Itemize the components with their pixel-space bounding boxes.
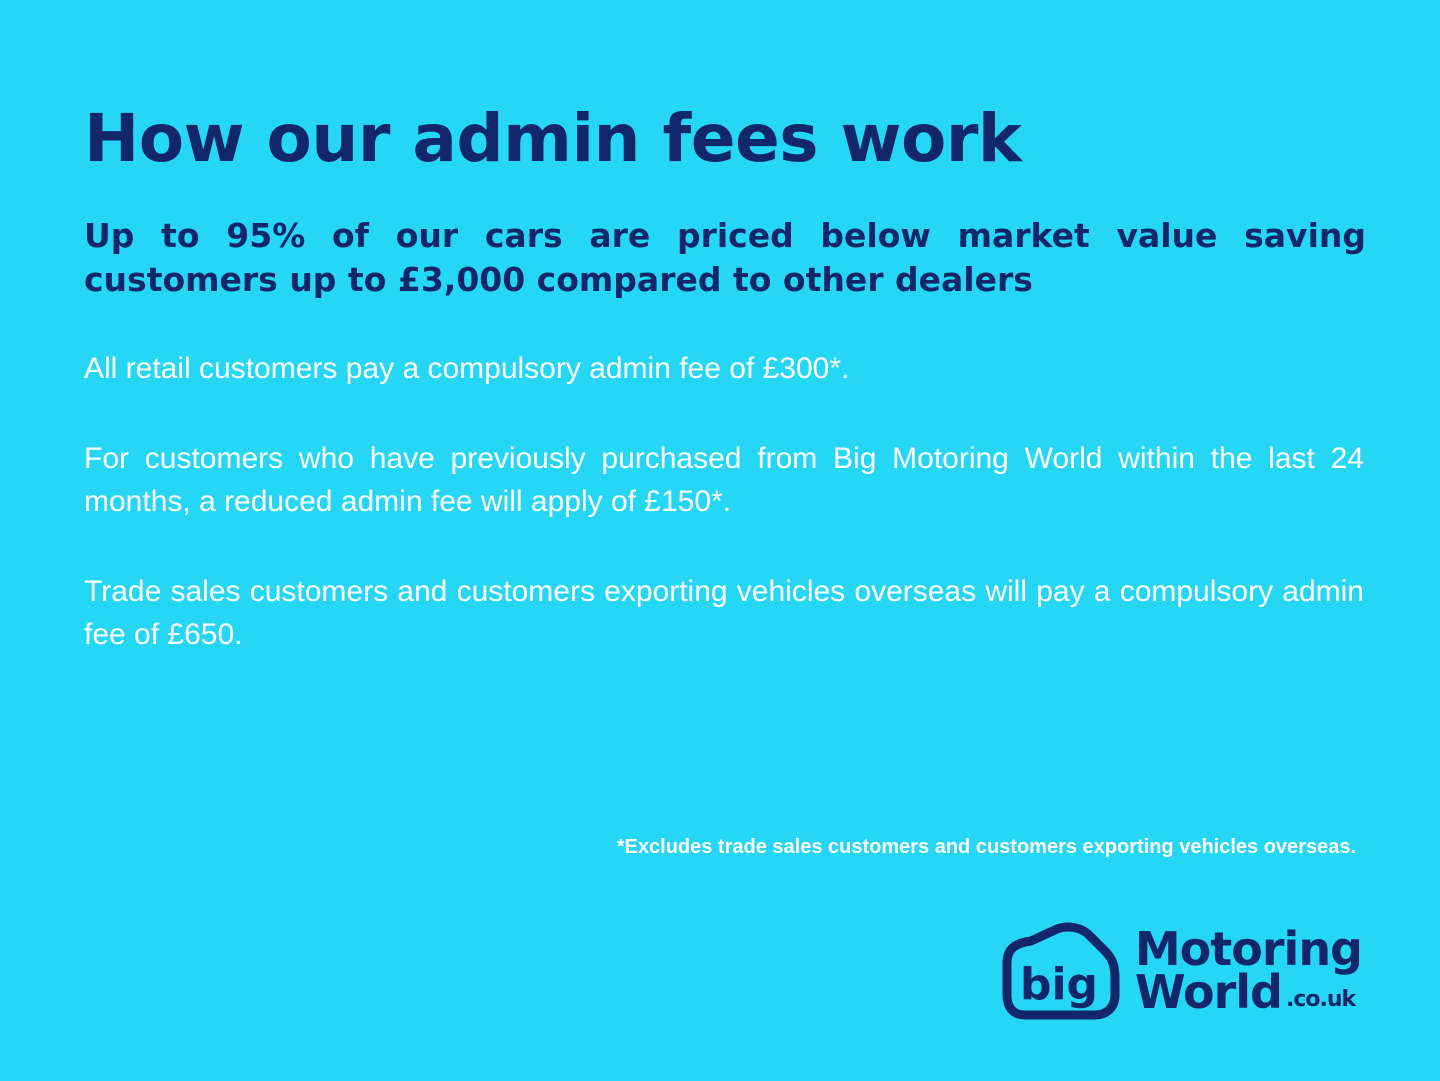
subheading-text: Up to 95% of our cars are priced below market value saving customers up to £3,000 compared to other dealers <box>84 216 1366 299</box>
paragraph-returning-customer-fee: For customers who have previously purchased from Big Motoring World within the last 24 months, a reduced admin fee will apply of £150*. <box>84 441 1364 519</box>
svg-text:big: big <box>1019 959 1098 1010</box>
subheading <box>84 172 1366 301</box>
footnote: *Excludes trade sales customers and customers exporting vehicles overseas. <box>616 836 1356 858</box>
logo-line-motoring: Motoring <box>1134 921 1362 976</box>
logo-wordmark <box>1134 921 1362 1019</box>
logo-domain-suffix: .co.uk <box>1285 986 1356 1012</box>
paragraph-retail-fee: All retail customers pay a compulsory admin fee of £300*. <box>84 352 850 386</box>
page-title: How our admin fees work <box>84 100 1022 177</box>
body-text-block <box>84 301 1364 657</box>
big-motoring-world-logo <box>997 919 1362 1023</box>
big-car-icon <box>997 919 1123 1023</box>
logo-line-world <box>1134 965 1362 1019</box>
logo-world-text: World <box>1134 965 1282 1019</box>
paragraph-trade-export-fee: Trade sales customers and customers exporting vehicles overseas will pay a compulsory admin fee of £650. <box>84 574 1364 652</box>
